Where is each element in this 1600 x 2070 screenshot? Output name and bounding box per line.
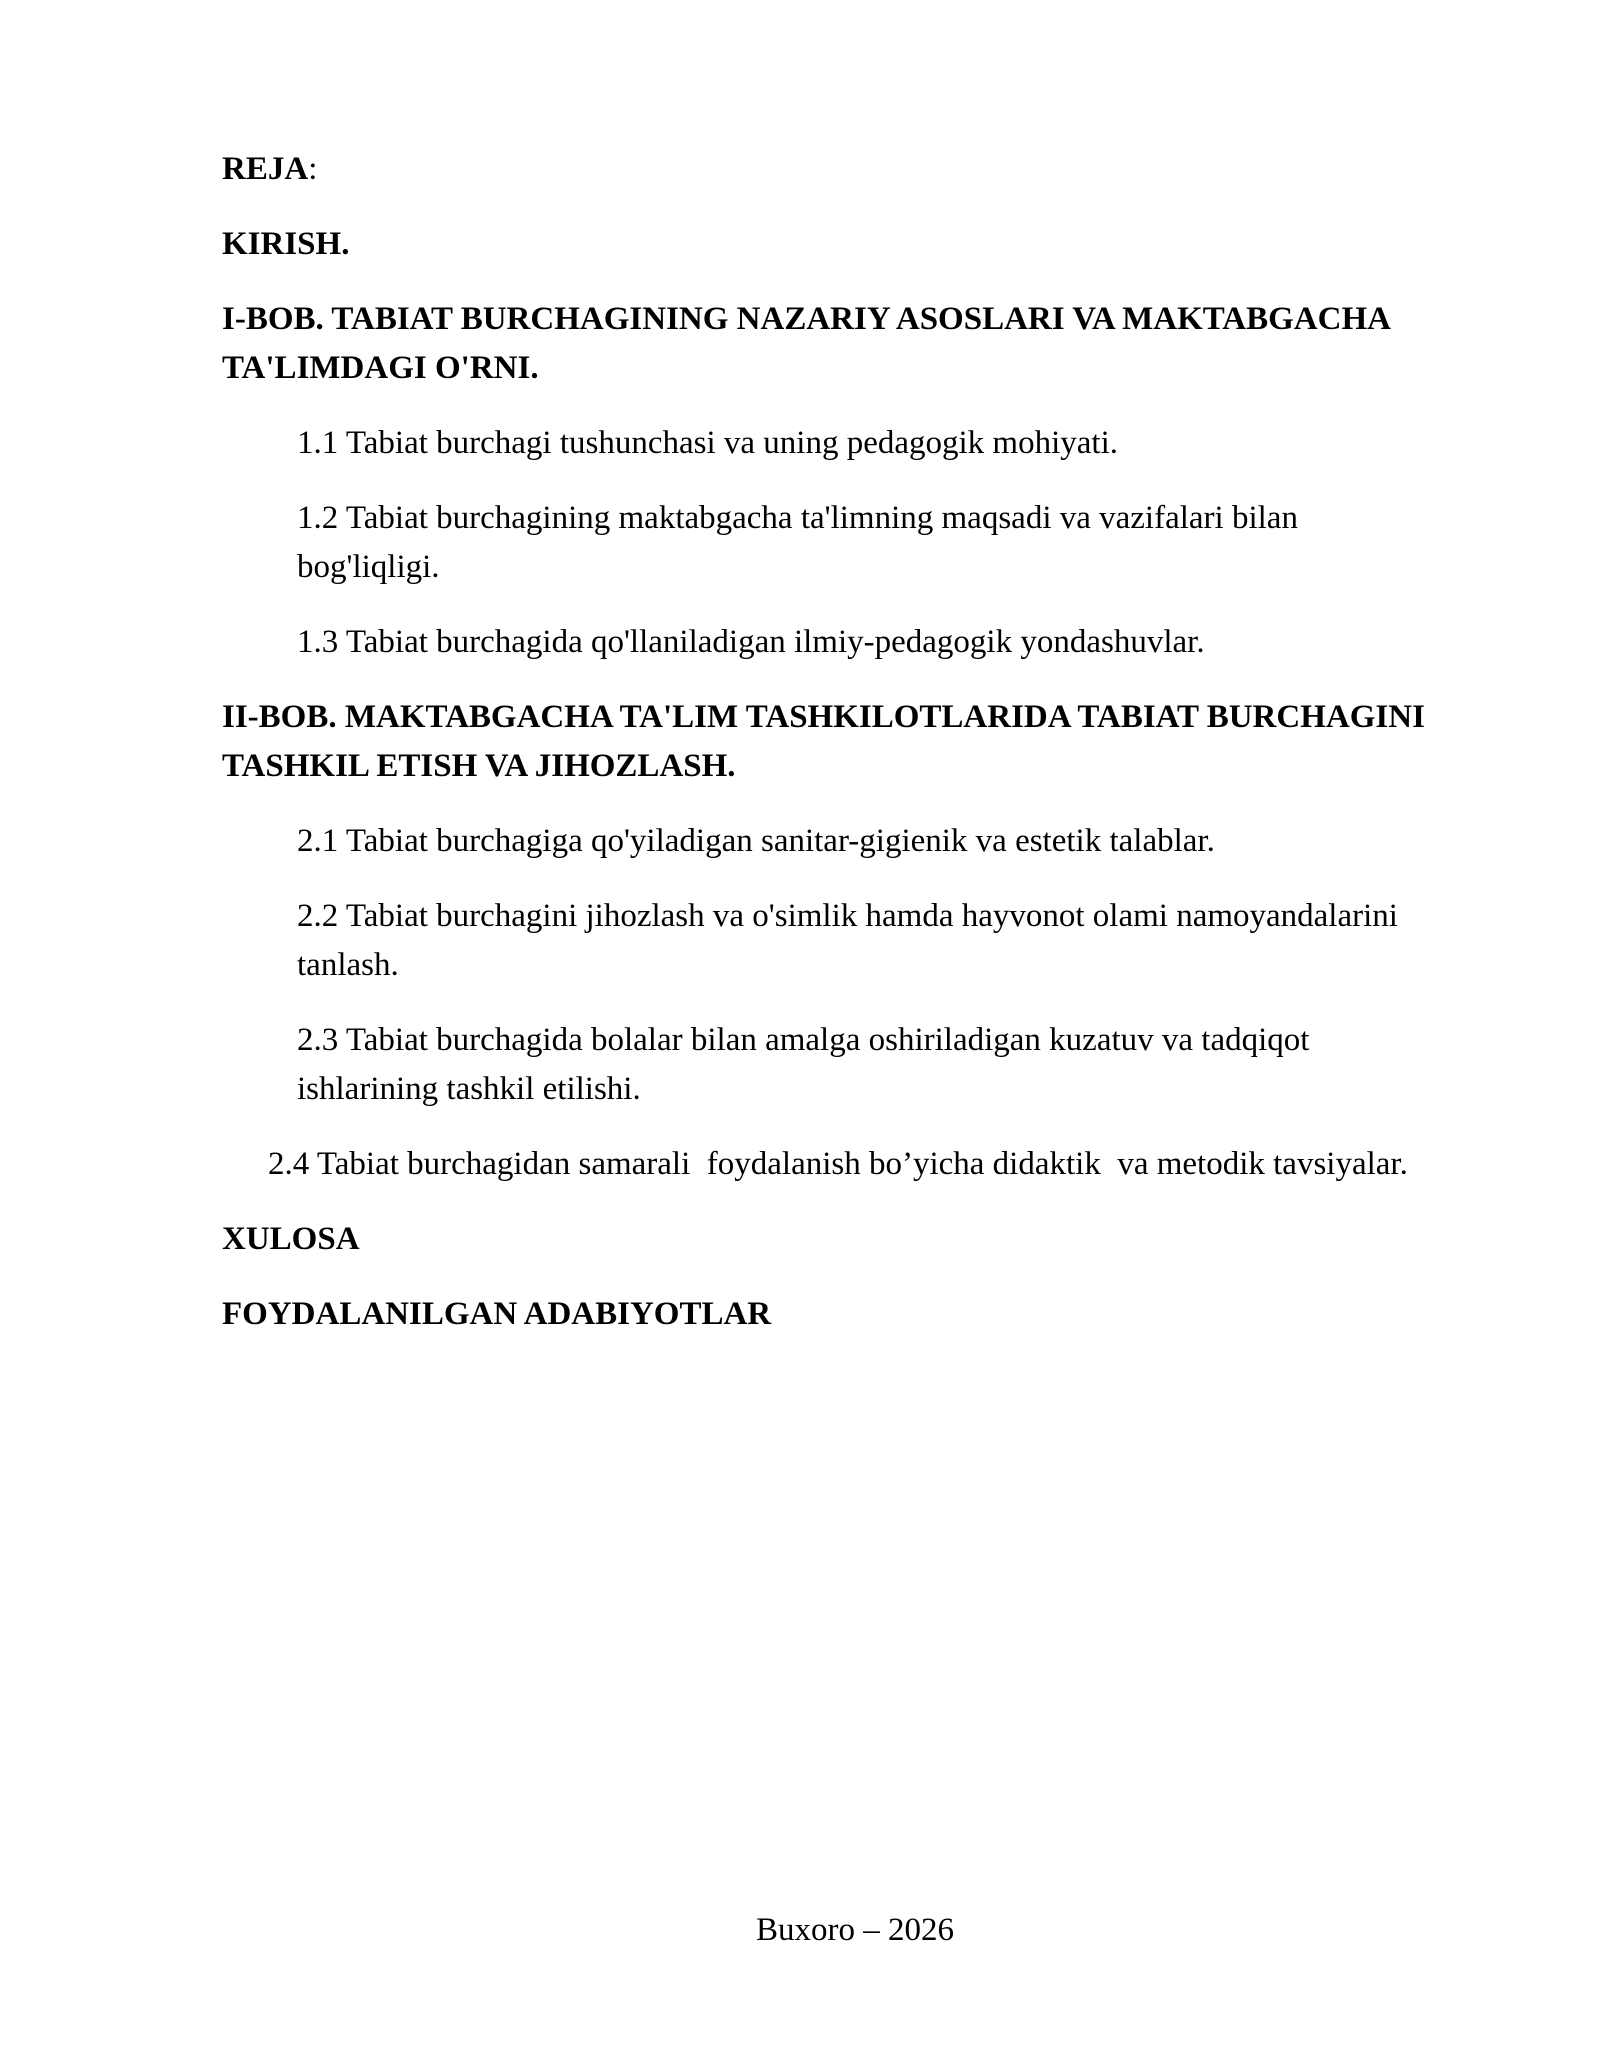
table-of-contents [222, 145, 1442, 1365]
section-1-2: 1.2 Tabiat burchagining maktabgacha ta'limning maqsadi va vazifalari bilan bog'liqligi. [297, 500, 1298, 585]
chapter1-title: I-BOB. TABIAT BURCHAGINING NAZARIY ASOSLARI VA MAKTABGACHA TA'LIMDAGI O'RNI. [222, 301, 1390, 386]
conclusion-heading: XULOSA [222, 1221, 360, 1257]
section-2-3: 2.3 Tabiat burchagida bolalar bilan amalga oshiriladigan kuzatuv va tadqiqot ishlarining tashkil etilishi. [297, 1022, 1310, 1107]
intro-heading: KIRISH. [222, 226, 350, 262]
section-2-2: 2.2 Tabiat burchagini jihozlash va o'simlik hamda hayvonot olami namoyandalarini tanlash. [297, 898, 1398, 983]
plan-heading [222, 145, 1442, 194]
references-heading: FOYDALANILGAN ADABIYOTLAR [222, 1296, 772, 1332]
plan-colon: : [308, 151, 318, 187]
plan-label: REJA [222, 151, 309, 187]
section-2-1: 2.1 Tabiat burchagiga qo'yiladigan sanitar-gigienik va estetik talablar. [297, 823, 1215, 859]
section-2-4: 2.4 Tabiat burchagidan samarali foydalanish bo’yicha didaktik va metodik tavsiyalar. [268, 1146, 1408, 1182]
section-1-3: 1.3 Tabiat burchagida qo'llaniladigan ilmiy-pedagogik yondashuvlar. [297, 624, 1205, 660]
section-1-1: 1.1 Tabiat burchagi tushunchasi va uning pedagogik mohiyati. [297, 425, 1119, 461]
footer-place-year: Buxoro – 2026 [756, 1912, 954, 1948]
chapter2-title: II-BOB. MAKTABGACHA TA'LIM TASHKILOTLARIDA TABIAT BURCHAGINI TASHKIL ETISH VA JIHOZLASH. [222, 699, 1425, 784]
